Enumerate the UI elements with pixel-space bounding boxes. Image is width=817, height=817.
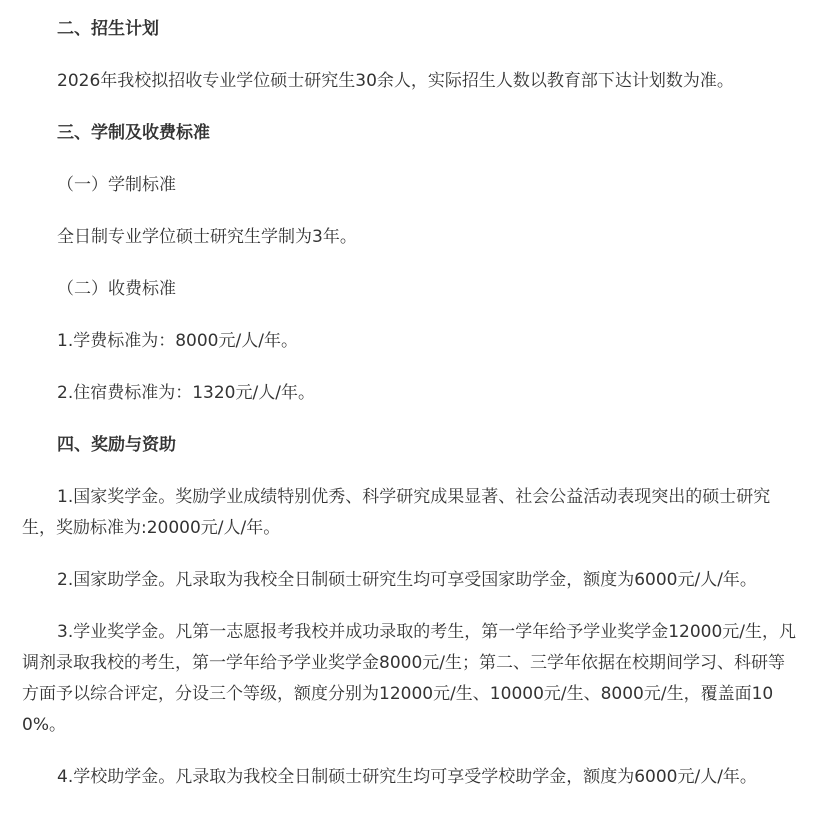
paragraph-school-grant: 4.学校助学金。凡录取为我校全日制硕士研究生均可享受学校助学金，额度为6000元/人/年。 xyxy=(57,767,757,787)
section-heading-duration-fees: 三、学制及收费标准 xyxy=(57,123,210,143)
paragraph-national-scholarship: 1.国家奖学金。奖励学业成绩特别优秀、科学研究成果显著、社会公益活动表现突出的硕士研究生，奖励标准为:20000元/人/年。 xyxy=(22,487,771,538)
section-heading-awards-aid: 四、奖励与资助 xyxy=(57,435,176,455)
paragraph-enrollment-count: 2026年我校拟招收专业学位硕士研究生30余人，实际招生人数以教育部下达计划数为准。 xyxy=(57,71,734,91)
subheading-fee-standard: （二）收费标准 xyxy=(57,279,176,299)
section-heading-enrollment-plan: 二、招生计划 xyxy=(57,19,159,39)
paragraph-national-grant: 2.国家助学金。凡录取为我校全日制硕士研究生均可享受国家助学金，额度为6000元/人/年。 xyxy=(57,570,757,590)
paragraph-duration: 全日制专业学位硕士研究生学制为3年。 xyxy=(57,227,357,247)
paragraph-academic-scholarship: 3.学业奖学金。凡第一志愿报考我校并成功录取的考生，第一学年给予学业奖学金12000元/生，凡调剂录取我校的考生，第一学年给予学业奖学金8000元/生；第二、三学年依据在校期间学习、科研等方面予以综合评定，分设三个等级，额度分别为12000元/生、10000元/生、8000元/生，覆盖面100%。 xyxy=(22,622,797,735)
document-body xyxy=(22,14,800,814)
paragraph-tuition-fee: 1.学费标准为：8000元/人/年。 xyxy=(57,331,298,351)
paragraph-accommodation-fee: 2.住宿费标准为：1320元/人/年。 xyxy=(57,383,315,403)
subheading-duration-standard: （一）学制标准 xyxy=(57,175,176,195)
